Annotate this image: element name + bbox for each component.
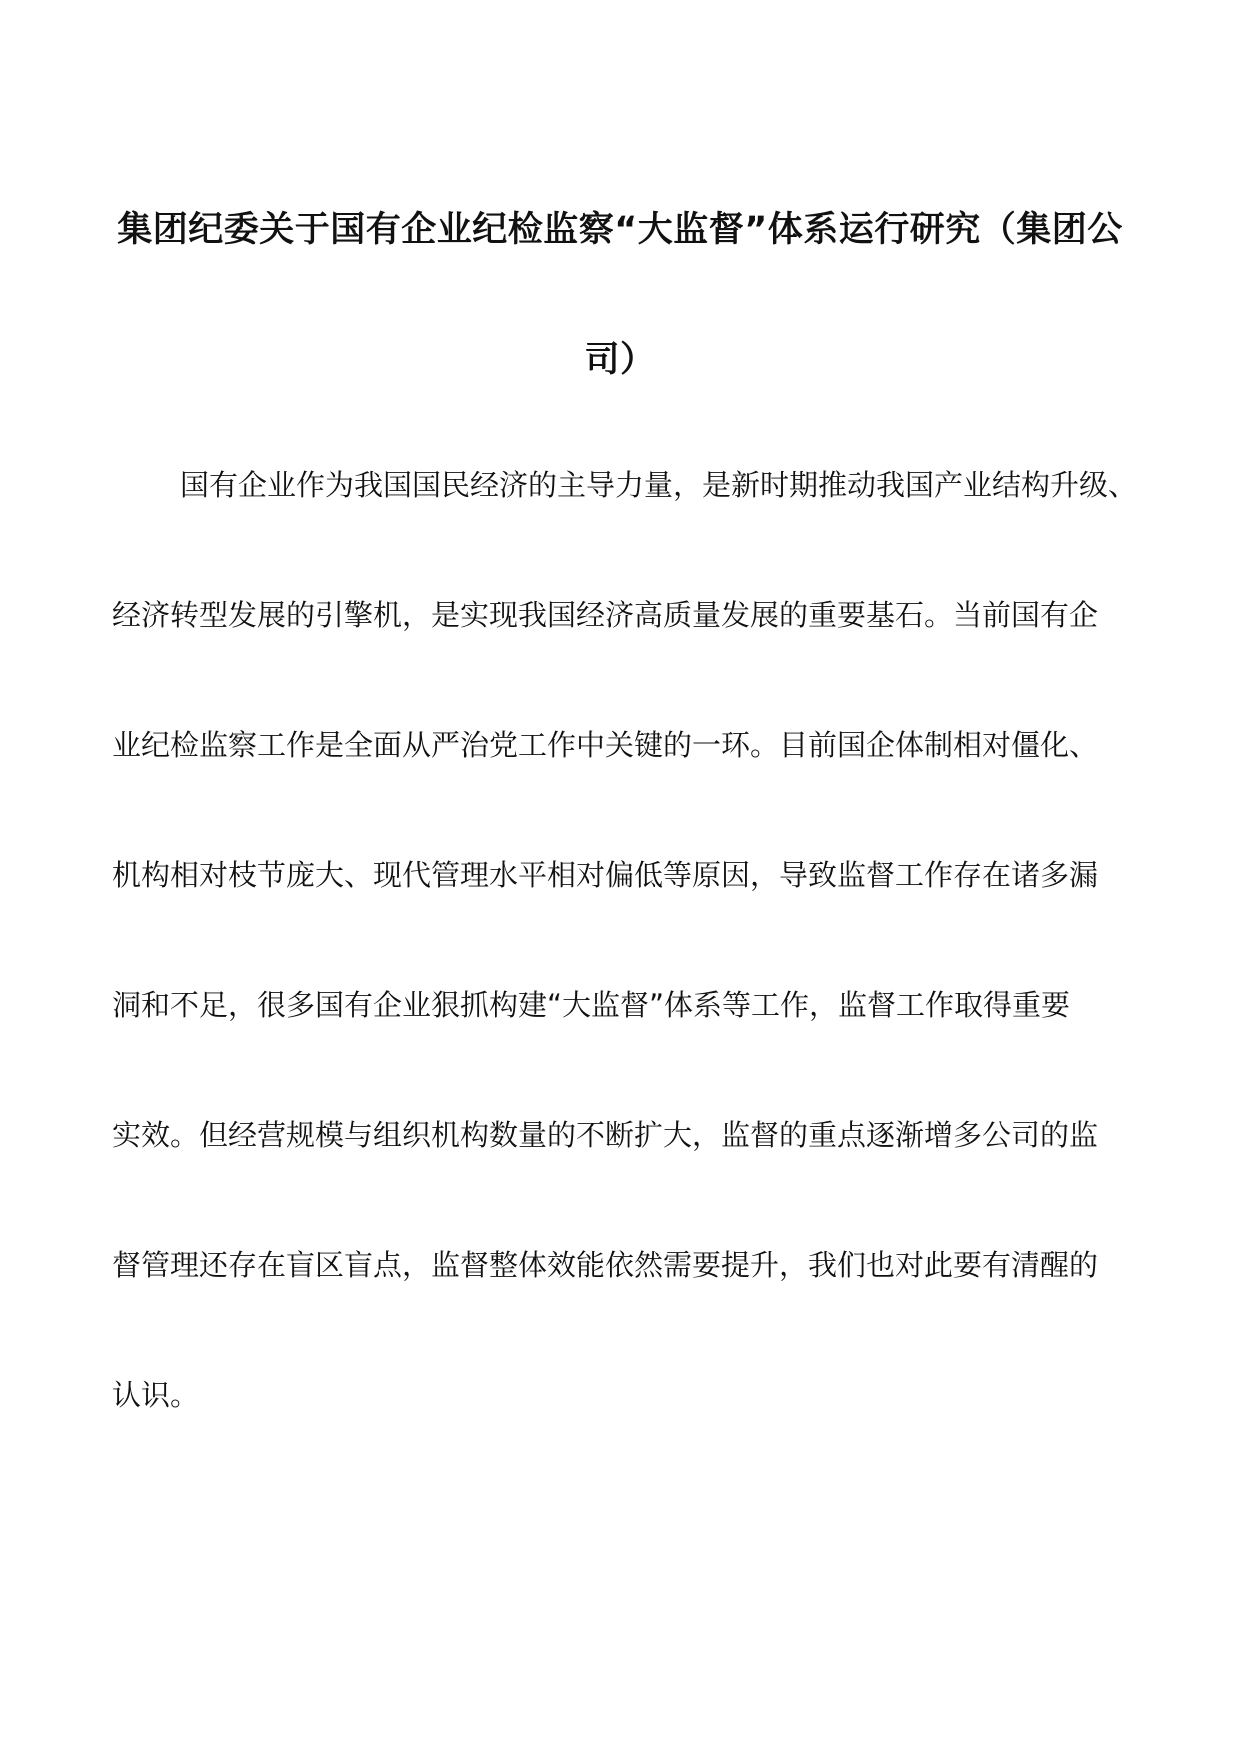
paragraph-line-3: 业纪检监察工作是全面从严治党工作中关键的一环。目前国企体制相对僵化、: [112, 728, 1099, 762]
title-line-2: 司）: [584, 340, 656, 380]
paragraph-line-5: 洞和不足，很多国有企业狠抓构建“大监督”体系等工作，监督工作取得重要: [112, 988, 1071, 1022]
paragraph-line-7: 督管理还存在盲区盲点，监督整体效能依然需要提升，我们也对此要有清醒的: [112, 1248, 1099, 1282]
document-title: [112, 165, 1128, 425]
paragraph-line-6: 实效。但经营规模与组织机构数量的不断扩大，监督的重点逐渐增多公司的监: [112, 1118, 1099, 1152]
paragraph-line-1: 国有企业作为我国国民经济的主导力量，是新时期推动我国产业结构升级、: [180, 468, 1138, 502]
title-line-1: 集团纪委关于国有企业纪检监察“大监督”体系运行研究（集团公: [117, 210, 1123, 250]
paragraph-line-2: 经济转型发展的引擎机，是实现我国经济高质量发展的重要基石。当前国有企: [112, 598, 1099, 632]
body-paragraph: [112, 420, 1138, 1460]
paragraph-line-8: 认识。: [112, 1378, 200, 1412]
paragraph-line-4: 机构相对枝节庞大、现代管理水平相对偏低等原因，导致监督工作存在诸多漏: [112, 858, 1099, 892]
